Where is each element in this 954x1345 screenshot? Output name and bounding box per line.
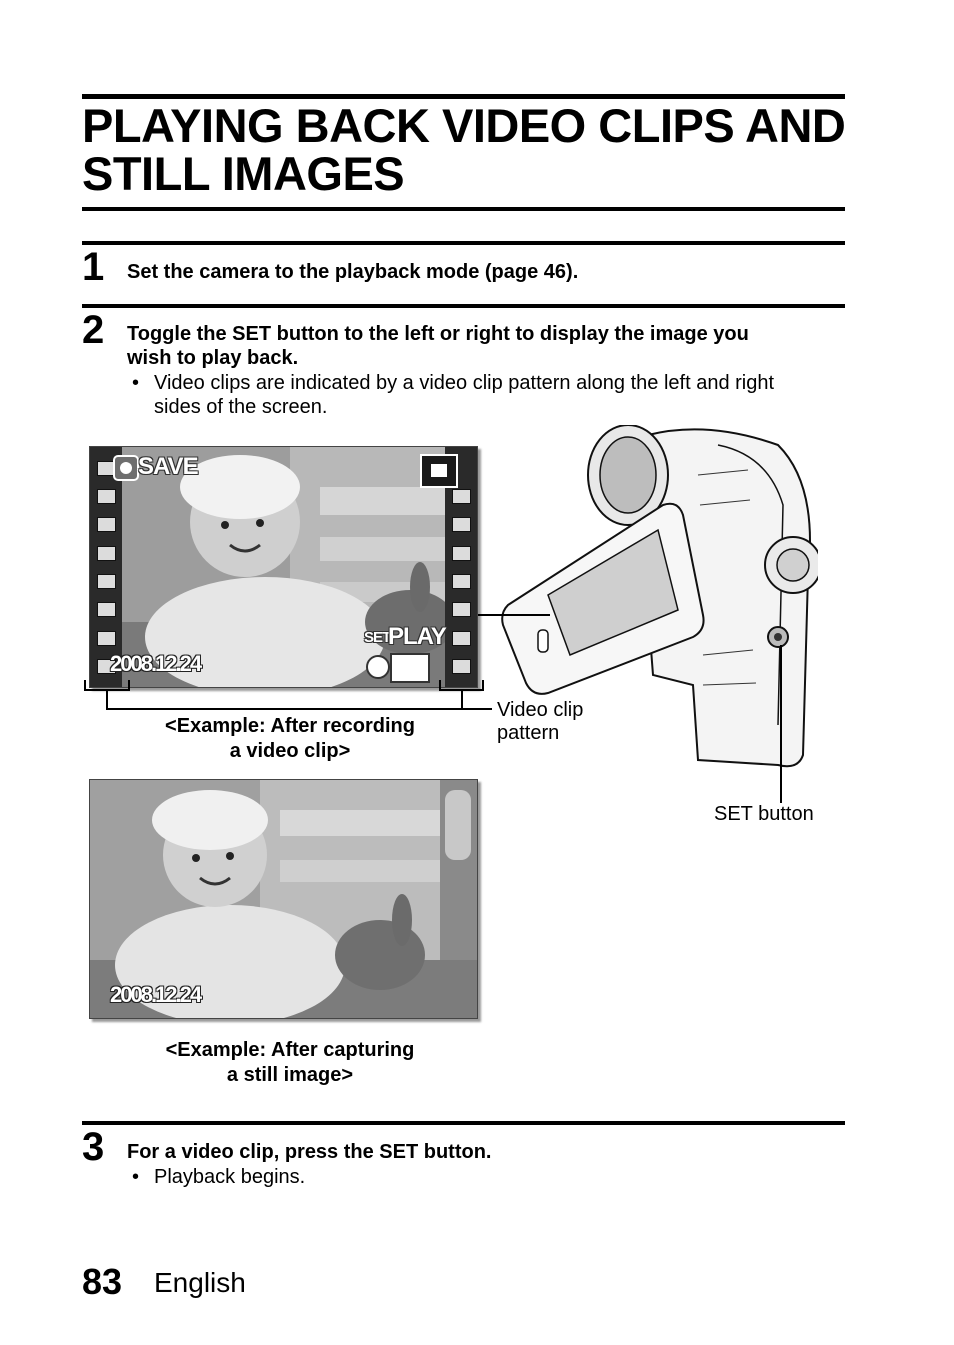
step-2-text-line-2: wish to play back.: [127, 347, 299, 369]
camera-icon: [113, 455, 139, 481]
language-label: English: [154, 1267, 246, 1298]
page-title-line-1: PLAYING BACK VIDEO CLIPS AND: [82, 99, 846, 152]
step-2-bullet: [132, 371, 854, 419]
step-3-rule: [82, 1121, 845, 1125]
video-example-caption-line-1: <Example: After recording: [165, 715, 415, 737]
still-image-example-photo: [89, 779, 478, 1019]
page-title-line-2: STILL IMAGES: [82, 147, 405, 200]
bullet-dot: •: [132, 372, 140, 394]
callout-set-button: SET button: [714, 803, 814, 825]
page-number: 83: [82, 1261, 123, 1302]
callout-video-clip-line-2: pattern: [497, 722, 560, 744]
title-bottom-rule: [82, 207, 845, 211]
video-clip-bracket: [80, 676, 500, 716]
still-date-stamp: 2008.12.24: [110, 982, 201, 1007]
still-example-caption-line-1: <Example: After capturing: [165, 1039, 415, 1061]
step-2-rule: [82, 304, 845, 308]
step-2-text-line-1: Toggle the SET button to the left or right to display the image you: [127, 323, 749, 345]
step-1-number: 1: [82, 245, 105, 289]
callout-video-clip-line-1: Video clip: [497, 699, 584, 721]
video-example-caption-line-2: a video clip>: [229, 740, 351, 762]
osd-set-label: SET: [364, 629, 391, 646]
step-2-bullet-line-2: sides of the screen.: [154, 396, 328, 418]
osd-save-label: SAVE: [138, 453, 198, 480]
step-2-number: 2: [82, 308, 105, 352]
step-2-text: [127, 322, 847, 370]
camera-illustration: [478, 425, 818, 825]
still-example-caption: [90, 1038, 490, 1088]
step-1-rule: [82, 241, 845, 245]
step-2-bullet-line-1: Video clips are indicated by a video clip pattern along the left and right: [154, 372, 775, 394]
step-1-text: Set the camera to the playback mode (page 46).: [127, 261, 579, 283]
video-date-stamp: 2008.12.24: [110, 651, 201, 676]
step-3-bullet-text: Playback begins.: [154, 1166, 306, 1188]
step-3-bullet: [132, 1165, 306, 1189]
step-3-text: For a video clip, press the SET button.: [127, 1141, 492, 1163]
video-clip-example-photo: [89, 446, 478, 688]
osd-play-label: PLAY: [388, 623, 446, 650]
stop-icon: [420, 454, 458, 488]
video-example-caption: [90, 714, 490, 764]
page-title: [82, 99, 852, 200]
step-3-number: 3: [82, 1125, 105, 1169]
bullet-dot: •: [132, 1166, 140, 1188]
still-example-caption-line-2: a still image>: [226, 1064, 354, 1086]
